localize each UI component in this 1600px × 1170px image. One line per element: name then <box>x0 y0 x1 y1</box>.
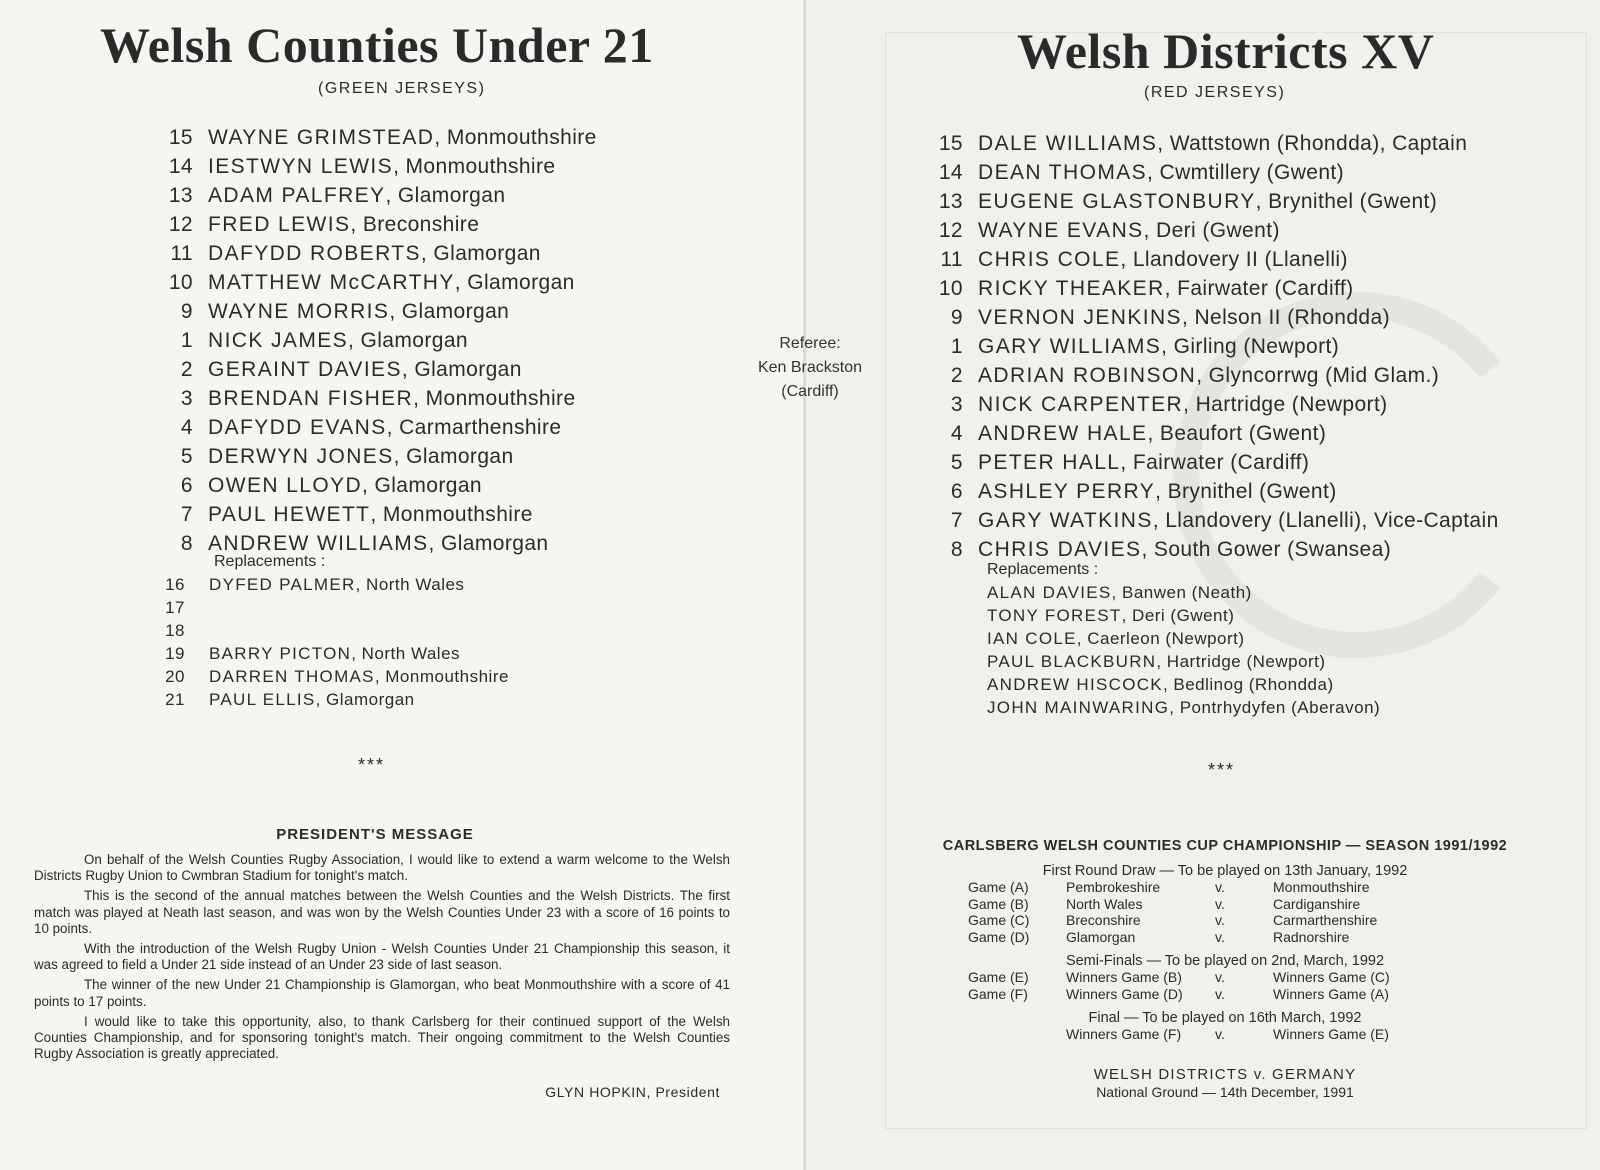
player-row <box>933 303 1573 332</box>
player-entry <box>978 303 1390 332</box>
player-entry <box>978 535 1391 564</box>
player-name: OWEN LLOYD <box>208 474 363 497</box>
player-number: 8 <box>180 532 193 555</box>
player-name: VERNON JENKINS <box>978 306 1182 329</box>
player-number: 16 <box>165 575 185 594</box>
player-row <box>163 596 643 619</box>
player-entry <box>987 696 1380 719</box>
player-row <box>933 419 1573 448</box>
president-message-paragraph: With the introduction of the Welsh Rugby Union - Welsh Counties Under 21 Championship this season, it was agreed to field a Under 21 side instead of an Under 23 side of last season. <box>34 941 730 973</box>
player-row <box>933 216 1573 245</box>
player-row <box>163 573 643 596</box>
player-row <box>933 187 1573 216</box>
player-name: TONY FOREST <box>987 606 1122 625</box>
player-club: , Glamorgan <box>348 329 468 352</box>
player-row <box>163 239 683 268</box>
player-club: , Pontrhydyfen (Aberavon) <box>1169 698 1381 717</box>
player-number: 19 <box>165 644 185 663</box>
next-match-detail: National Ground — 14th December, 1991 <box>1096 1084 1354 1100</box>
player-row <box>163 619 643 642</box>
player-name: NICK CARPENTER <box>978 393 1184 416</box>
fixture-away: Radnorshire <box>1273 928 1350 945</box>
fixture-away: Monmouthshire <box>1273 879 1370 895</box>
player-name: ANDREW HALE <box>978 422 1148 445</box>
player-name: DAFYDD EVANS <box>208 416 387 439</box>
player-club: , Nelson II (Rhondda) <box>1181 306 1390 329</box>
player-club: , Fairwater (Cardiff) <box>1120 451 1310 474</box>
player-club: , Banwen (Neath) <box>1111 583 1252 602</box>
player-number: 9 <box>180 300 193 323</box>
player-club: , Hartridge (Newport) <box>1156 652 1326 671</box>
player-row <box>933 129 1573 158</box>
player-number: 4 <box>950 422 963 445</box>
player-name: GERAINT DAVIES <box>208 358 402 381</box>
player-row <box>163 665 643 688</box>
player-number: 3 <box>180 387 193 410</box>
player-row <box>933 158 1573 187</box>
player-name: GARY WATKINS <box>978 509 1153 532</box>
player-club: , Brynithel (Gwent) <box>1155 480 1337 503</box>
player-number: 2 <box>950 364 963 387</box>
first-round-heading: First Round Draw — To be played on 13th January, 1992 <box>1042 863 1408 879</box>
player-number: 21 <box>165 690 185 709</box>
player-entry <box>978 187 1437 216</box>
player-row <box>933 245 1573 274</box>
player-number: 12 <box>938 219 963 242</box>
player-number: 13 <box>938 190 963 213</box>
player-row <box>163 297 683 326</box>
player-number: 11 <box>940 248 963 271</box>
player-entry <box>209 573 464 596</box>
player-number: 20 <box>165 667 185 686</box>
player-club: , Glamorgan <box>362 474 482 497</box>
president-signoff: GLYN HOPKIN, President <box>545 1084 720 1100</box>
player-row <box>941 604 1421 627</box>
left-team-title: Welsh Counties Under 21 <box>100 17 654 73</box>
player-number: 3 <box>950 393 963 416</box>
player-entry <box>209 642 460 665</box>
player-entry <box>978 477 1337 506</box>
fixture-game: Game (C) <box>968 912 1030 928</box>
player-number: 12 <box>168 213 193 236</box>
player-number: 15 <box>168 126 193 149</box>
player-number: 5 <box>180 445 193 468</box>
player-club: , Deri (Gwent) <box>1121 606 1235 625</box>
player-number: 1 <box>950 335 963 358</box>
player-name: CHRIS COLE <box>978 248 1121 271</box>
player-entry <box>208 471 482 500</box>
player-name: ANDREW HISCOCK <box>987 675 1163 694</box>
left-separator-stars: *** <box>358 755 386 775</box>
player-row <box>163 355 683 384</box>
player-club: , Monmouthshire <box>374 667 509 686</box>
player-number: 6 <box>180 474 193 497</box>
player-entry <box>208 326 468 355</box>
player-number: 7 <box>950 509 963 532</box>
player-row <box>163 152 683 181</box>
player-name: PAUL ELLIS <box>209 690 316 709</box>
fixture-home: Winners Game (D) <box>1066 985 1183 1002</box>
player-club: , Bedlinog (Rhondda) <box>1162 675 1334 694</box>
player-name: WAYNE MORRIS <box>208 300 390 323</box>
right-team-roster <box>933 129 1573 564</box>
left-jersey-colour: (GREEN JERSEYS) <box>318 80 486 97</box>
player-club: , South Gower (Swansea) <box>1141 538 1392 561</box>
player-entry <box>978 158 1344 187</box>
player-entry <box>208 413 561 442</box>
player-entry <box>978 448 1309 477</box>
fixture-home: Winners Game (B) <box>1066 969 1182 985</box>
player-club: , Beaufort (Gwent) <box>1147 422 1327 445</box>
player-name: GARY WILLIAMS <box>978 335 1162 358</box>
player-entry <box>208 210 479 239</box>
player-name: PAUL BLACKBURN <box>987 652 1157 671</box>
player-number: 6 <box>950 480 963 503</box>
player-entry <box>978 216 1280 245</box>
referee-club: (Cardiff) <box>781 383 839 400</box>
next-match-title: WELSH DISTRICTS v. GERMANY <box>1093 1066 1357 1083</box>
player-row <box>163 384 683 413</box>
fixture-away: Cardiganshire <box>1273 895 1361 912</box>
player-name: ALAN DAVIES <box>987 583 1112 602</box>
president-message-body <box>34 852 730 1066</box>
player-row <box>941 650 1421 673</box>
player-entry <box>978 419 1326 448</box>
fixture-away: Winners Game (A) <box>1273 985 1389 1002</box>
player-club: , North Wales <box>355 575 465 594</box>
page-fold <box>803 0 806 1170</box>
player-entry <box>978 274 1354 303</box>
player-name: FRED LEWIS <box>208 213 351 236</box>
final-heading: Final — To be played on 16th March, 1992 <box>1088 1010 1362 1026</box>
player-entry <box>987 650 1326 673</box>
player-row <box>163 326 683 355</box>
championship-title: CARLSBERG WELSH COUNTIES CUP CHAMPIONSHIP — SEASON 1991/1992 <box>942 838 1508 854</box>
player-number: 8 <box>950 538 963 561</box>
player-club: , Glamorgan <box>428 532 549 555</box>
player-club: , Deri (Gwent) <box>1143 219 1280 242</box>
player-entry <box>987 673 1334 696</box>
player-number: 14 <box>938 161 963 184</box>
player-entry <box>208 297 509 326</box>
player-entry <box>978 390 1388 419</box>
final-versus: v. <box>1215 1026 1225 1042</box>
player-entry <box>987 627 1245 650</box>
player-club: , Girling (Newport) <box>1161 335 1340 358</box>
player-club: , Glyncorrwg (Mid Glam.) <box>1196 364 1440 387</box>
player-row <box>933 390 1573 419</box>
player-number: 18 <box>165 621 185 640</box>
player-club: , Monmouthshire <box>370 503 533 526</box>
player-name: JOHN MAINWARING <box>987 698 1170 717</box>
player-name: ADAM PALFREY <box>208 184 386 207</box>
player-entry <box>209 665 509 688</box>
player-name: BARRY PICTON <box>209 644 352 663</box>
fixture-away: Carmarthenshire <box>1273 912 1378 928</box>
right-separator-stars: *** <box>1208 760 1236 780</box>
player-entry <box>978 245 1348 274</box>
player-row <box>163 268 683 297</box>
player-number: 1 <box>180 329 193 352</box>
player-club: , Monmouthshire <box>413 387 576 410</box>
player-row <box>163 413 683 442</box>
player-club: , Glamorgan <box>385 184 506 207</box>
fixture-game: Game (A) <box>968 879 1029 895</box>
player-row <box>933 506 1573 535</box>
fixture-home: Breconshire <box>1066 912 1141 928</box>
player-row <box>163 471 683 500</box>
player-row <box>933 535 1573 564</box>
player-name: EUGENE GLASTONBURY <box>978 190 1256 213</box>
referee-name: Ken Brackston <box>757 359 863 376</box>
fixture-game: Game (D) <box>968 928 1030 945</box>
player-name: WAYNE GRIMSTEAD <box>208 126 435 149</box>
player-entry <box>208 355 522 384</box>
player-club: , Brynithel (Gwent) <box>1255 190 1438 213</box>
player-club: , Wattstown (Rhondda), Captain <box>1157 132 1468 155</box>
player-entry <box>208 239 541 268</box>
player-name: ADRIAN ROBINSON <box>978 364 1197 387</box>
player-row <box>933 332 1573 361</box>
right-team-title: Welsh Districts XV <box>1017 23 1435 79</box>
player-number: 5 <box>950 451 963 474</box>
player-name: RICKY THEAKER <box>978 277 1165 300</box>
fixture-game: Game (B) <box>968 895 1029 912</box>
player-entry <box>978 361 1439 390</box>
player-name: MATTHEW McCARTHY <box>208 271 455 294</box>
player-entry <box>209 688 415 711</box>
fixture-home: Glamorgan <box>1066 928 1136 945</box>
player-club: , Monmouthshire <box>393 155 556 178</box>
final-away: Winners Game (E) <box>1273 1026 1389 1042</box>
right-replacements-list <box>941 581 1421 719</box>
player-entry <box>208 181 505 210</box>
player-row <box>163 642 643 665</box>
fixture-versus: v. <box>1215 969 1225 985</box>
player-row <box>933 477 1573 506</box>
referee-block <box>740 332 880 404</box>
player-name: DEAN THOMAS <box>978 161 1148 184</box>
player-row <box>163 181 683 210</box>
semi-finals-heading: Semi-Finals — To be played on 2nd, March, 1992 <box>1065 953 1385 969</box>
left-replacements-list <box>163 573 643 711</box>
president-message-paragraph: The winner of the new Under 21 Championship is Glamorgan, who beat Monmouthshire with a score of 41 points to 17 points. <box>34 977 730 1009</box>
player-name: NICK JAMES <box>208 329 349 352</box>
player-club: , Monmouthshire <box>434 126 597 149</box>
player-club: , Hartridge (Newport) <box>1183 393 1388 416</box>
player-number: 9 <box>950 306 963 329</box>
player-name: BRENDAN FISHER <box>208 387 414 410</box>
player-entry <box>208 384 576 413</box>
player-club: , North Wales <box>351 644 461 663</box>
president-message-title: PRESIDENT'S MESSAGE <box>276 826 474 843</box>
player-number: 14 <box>168 155 193 178</box>
right-jersey-colour: (RED JERSEYS) <box>1144 84 1286 101</box>
player-number: 2 <box>180 358 193 381</box>
player-name: DARREN THOMAS <box>209 667 375 686</box>
player-entry <box>208 152 555 181</box>
president-message-paragraph: This is the second of the annual matches between the Welsh Counties and the Welsh Districts. The first match was played at Neath last season, and was won by the Welsh Counties Under 23 with a score of 16 points to 10 points. <box>34 888 730 936</box>
player-entry <box>987 604 1234 627</box>
player-name: CHRIS DAVIES <box>978 538 1142 561</box>
player-row <box>941 673 1421 696</box>
player-row <box>933 361 1573 390</box>
player-club: , Glamorgan <box>420 242 541 265</box>
player-club: , Glamorgan <box>401 358 522 381</box>
player-club: , Fairwater (Cardiff) <box>1164 277 1354 300</box>
player-row <box>163 442 683 471</box>
player-number: 10 <box>938 277 963 300</box>
player-club: , Llandovery II (Llanelli) <box>1120 248 1348 271</box>
player-row <box>163 688 643 711</box>
player-entry <box>987 581 1252 604</box>
player-name: WAYNE EVANS <box>978 219 1144 242</box>
fixture-away: Winners Game (C) <box>1273 969 1390 985</box>
player-number: 4 <box>180 416 193 439</box>
player-club: , Glamorgan <box>454 271 575 294</box>
president-message-paragraph: On behalf of the Welsh Counties Rugby Association, I would like to extend a warm welcome to the Welsh Districts Rugby Union to Cwmbran Stadium for tonight's match. <box>34 852 730 884</box>
player-entry <box>978 129 1467 158</box>
player-entry <box>208 442 514 471</box>
player-entry <box>978 332 1339 361</box>
fixture-versus: v. <box>1215 879 1225 895</box>
player-name: PAUL HEWETT <box>208 503 371 526</box>
player-number: 15 <box>938 132 963 155</box>
player-name: IESTWYN LEWIS <box>208 155 394 178</box>
player-name: DAFYDD ROBERTS <box>208 242 421 265</box>
player-name: DYFED PALMER <box>209 575 356 594</box>
player-club: , Carmarthenshire <box>386 416 562 439</box>
player-club: , Glamorgan <box>315 690 415 709</box>
player-row <box>941 627 1421 650</box>
fixture-versus: v. <box>1215 895 1225 912</box>
player-name: PETER HALL <box>978 451 1121 474</box>
player-row <box>163 500 683 529</box>
player-name: ANDREW WILLIAMS <box>208 532 429 555</box>
player-row <box>163 123 683 152</box>
player-row <box>933 448 1573 477</box>
player-club: , Llandovery (Llanelli), Vice-Captain <box>1152 509 1499 532</box>
player-number: 11 <box>170 242 193 265</box>
player-row <box>933 274 1573 303</box>
fixture-versus: v. <box>1215 928 1225 945</box>
player-name: DERWYN JONES <box>208 445 394 468</box>
player-row <box>941 696 1421 719</box>
player-number: 17 <box>165 598 185 617</box>
player-number: 10 <box>168 271 193 294</box>
player-row <box>941 581 1421 604</box>
player-club: , Glamorgan <box>389 300 510 323</box>
president-message-paragraph: I would like to take this opportunity, also, to thank Carlsberg for their continued support of the Welsh Counties Championship, and for sponsoring tonight's match. Their ongoing commitment to the Welsh Counties Rugby Association is greatly appreciated. <box>34 1013 730 1062</box>
player-number: 13 <box>168 184 193 207</box>
player-name: ASHLEY PERRY <box>978 480 1156 503</box>
final-home: Winners Game (F) <box>1066 1026 1182 1042</box>
fixture-versus: v. <box>1215 912 1225 928</box>
player-club: , Breconshire <box>350 213 480 236</box>
player-entry <box>208 123 597 152</box>
player-club: , Caerleon (Newport) <box>1076 629 1245 648</box>
left-team-roster <box>163 123 683 558</box>
right-replacements-label: Replacements : <box>987 561 1099 578</box>
player-name: IAN COLE <box>987 629 1077 648</box>
referee-label: Referee: <box>779 335 841 352</box>
fixture-game: Game (E) <box>968 969 1029 985</box>
player-number: 7 <box>180 503 193 526</box>
player-entry <box>208 500 533 529</box>
player-entry <box>978 506 1499 535</box>
player-row <box>163 210 683 239</box>
fixture-home: Pembrokeshire <box>1066 879 1161 895</box>
player-club: , Cwmtillery (Gwent) <box>1147 161 1345 184</box>
fixture-home: North Wales <box>1066 895 1143 912</box>
fixture-versus: v. <box>1215 985 1225 1002</box>
player-entry <box>208 268 575 297</box>
player-name: DALE WILLIAMS <box>978 132 1158 155</box>
fixture-game: Game (F) <box>968 985 1028 1002</box>
player-club: , Glamorgan <box>393 445 514 468</box>
left-replacements-label: Replacements : <box>214 553 326 570</box>
